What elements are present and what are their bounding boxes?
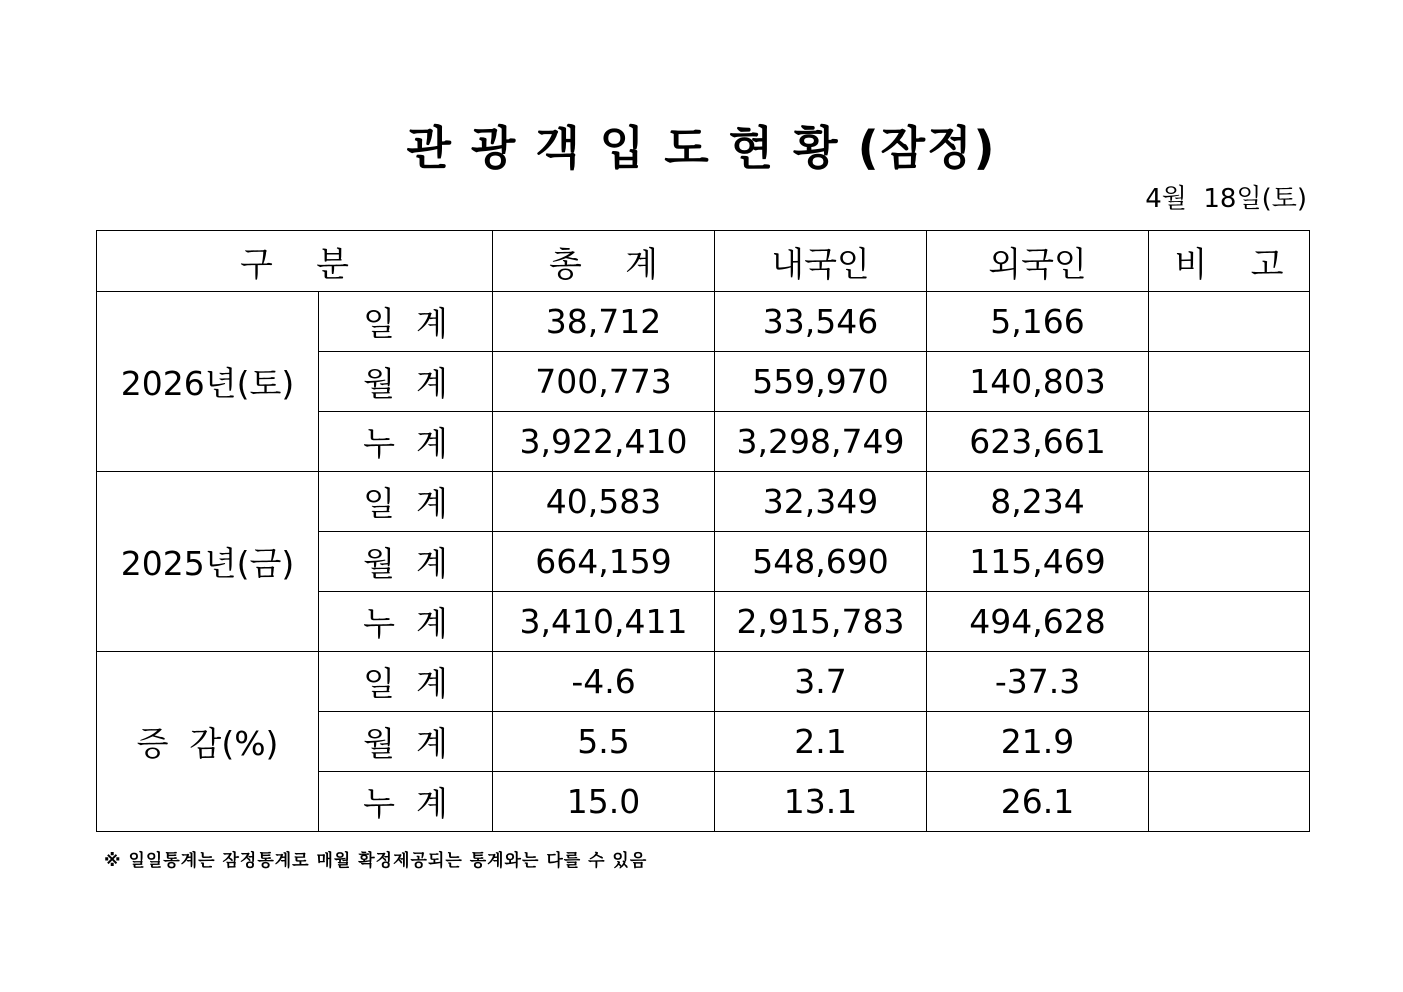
row-label: 누 계 bbox=[319, 592, 493, 652]
header-foreign: 외국인 bbox=[927, 231, 1149, 292]
table-row bbox=[97, 652, 1310, 712]
total-cell: 3,410,411 bbox=[493, 592, 715, 652]
row-label: 일 계 bbox=[319, 652, 493, 712]
footnote: ※ 일일통계는 잠정통계로 매월 확정제공되는 통계와는 다를 수 있음 bbox=[104, 851, 648, 871]
domestic-cell: 33,546 bbox=[715, 292, 927, 352]
domestic-cell: 3,298,749 bbox=[715, 412, 927, 472]
report-date: 4월 18일(토) bbox=[1145, 184, 1307, 214]
remarks-cell bbox=[1149, 772, 1310, 832]
row-label: 일 계 bbox=[319, 292, 493, 352]
page-title: 관 광 객 입 도 현 황 (잠정) bbox=[406, 121, 997, 175]
remarks-cell bbox=[1149, 352, 1310, 412]
table-row bbox=[97, 472, 1310, 532]
remarks-cell bbox=[1149, 712, 1310, 772]
total-cell: 5.5 bbox=[493, 712, 715, 772]
row-label: 누 계 bbox=[319, 412, 493, 472]
domestic-cell: 548,690 bbox=[715, 532, 927, 592]
total-cell: 664,159 bbox=[493, 532, 715, 592]
foreign-cell: 494,628 bbox=[927, 592, 1149, 652]
foreign-cell: 623,661 bbox=[927, 412, 1149, 472]
total-cell: 38,712 bbox=[493, 292, 715, 352]
remarks-cell bbox=[1149, 652, 1310, 712]
group-label: 2026년(토) bbox=[97, 292, 319, 472]
visitor-stats-table bbox=[96, 230, 1310, 832]
header-remarks: 비 고 bbox=[1149, 231, 1310, 292]
group-label: 2025년(금) bbox=[97, 472, 319, 652]
total-cell: 3,922,410 bbox=[493, 412, 715, 472]
header-domestic: 내국인 bbox=[715, 231, 927, 292]
total-cell: 40,583 bbox=[493, 472, 715, 532]
domestic-cell: 2,915,783 bbox=[715, 592, 927, 652]
row-label: 누 계 bbox=[319, 772, 493, 832]
header-row bbox=[97, 231, 1310, 292]
domestic-cell: 2.1 bbox=[715, 712, 927, 772]
remarks-cell bbox=[1149, 532, 1310, 592]
total-cell: -4.6 bbox=[493, 652, 715, 712]
row-label: 월 계 bbox=[319, 352, 493, 412]
group-label: 증 감(%) bbox=[97, 652, 319, 832]
remarks-cell bbox=[1149, 472, 1310, 532]
remarks-cell bbox=[1149, 412, 1310, 472]
table-row bbox=[97, 292, 1310, 352]
total-cell: 700,773 bbox=[493, 352, 715, 412]
foreign-cell: 140,803 bbox=[927, 352, 1149, 412]
foreign-cell: 26.1 bbox=[927, 772, 1149, 832]
domestic-cell: 32,349 bbox=[715, 472, 927, 532]
row-label: 일 계 bbox=[319, 472, 493, 532]
row-label: 월 계 bbox=[319, 712, 493, 772]
foreign-cell: 8,234 bbox=[927, 472, 1149, 532]
foreign-cell: -37.3 bbox=[927, 652, 1149, 712]
foreign-cell: 21.9 bbox=[927, 712, 1149, 772]
domestic-cell: 3.7 bbox=[715, 652, 927, 712]
remarks-cell bbox=[1149, 292, 1310, 352]
domestic-cell: 13.1 bbox=[715, 772, 927, 832]
foreign-cell: 115,469 bbox=[927, 532, 1149, 592]
total-cell: 15.0 bbox=[493, 772, 715, 832]
header-category: 구 분 bbox=[97, 231, 493, 292]
header-total: 총 계 bbox=[493, 231, 715, 292]
row-label: 월 계 bbox=[319, 532, 493, 592]
remarks-cell bbox=[1149, 592, 1310, 652]
foreign-cell: 5,166 bbox=[927, 292, 1149, 352]
domestic-cell: 559,970 bbox=[715, 352, 927, 412]
